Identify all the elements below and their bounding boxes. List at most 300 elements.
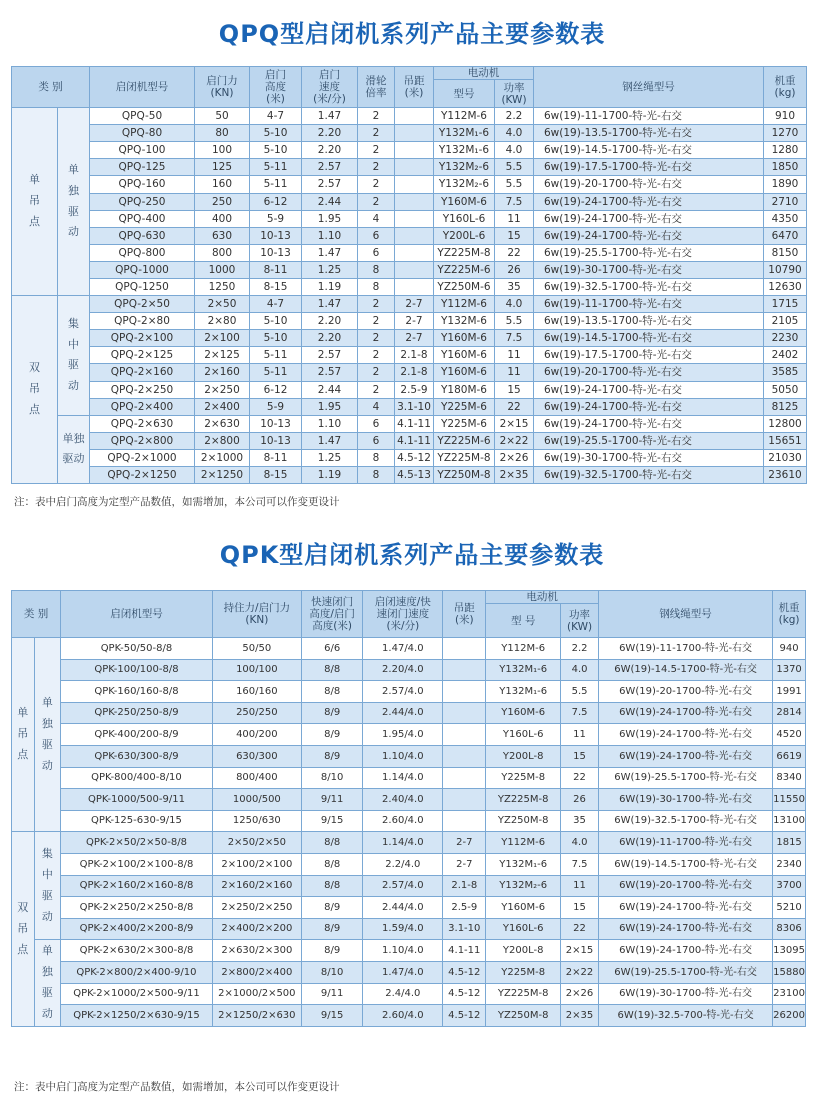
cell-motor-power: 2×15 <box>561 940 599 962</box>
cell-motor-power: 35 <box>561 810 599 832</box>
cell-weight: 1890 <box>764 176 807 193</box>
cell-speed: 2.20/4.0 <box>363 659 443 681</box>
category-single-point: 单 吊 点 <box>12 638 35 832</box>
cell-span: 2.1-8 <box>443 875 486 897</box>
table-row <box>12 244 807 261</box>
cell-weight: 8125 <box>764 398 807 415</box>
cell-ratio: 2 <box>358 108 395 125</box>
cell-motor-power: 5.5 <box>495 176 534 193</box>
cell-motor-power: 15 <box>561 897 599 919</box>
cell-height: 8/8 <box>301 854 362 876</box>
drive-single-drive: 单 独 驱 动 <box>34 638 61 832</box>
cell-weight: 2230 <box>764 330 807 347</box>
cell-span: 2.1-8 <box>395 347 434 364</box>
cell-speed: 1.47/4.0 <box>363 638 443 660</box>
cell-height: 5-9 <box>250 398 302 415</box>
cell-motor-model: Y225M-6 <box>434 398 495 415</box>
cell-weight: 10790 <box>764 261 807 278</box>
cell-weight: 2402 <box>764 347 807 364</box>
cell-model: QPQ-100 <box>90 142 195 159</box>
cell-height: 5-10 <box>250 330 302 347</box>
cell-rope: 6W(19)-30-1700-特-光-右交 <box>598 983 772 1005</box>
cell-span <box>395 176 434 193</box>
cell-model: QPQ-2×1000 <box>90 449 195 466</box>
table-row <box>12 702 806 724</box>
cell-rope: 6w(19)-13.5-1700-特-光-右交 <box>534 125 764 142</box>
cell-model: QPK-2×160/2×160-8/8 <box>61 875 213 897</box>
cell-model: QPQ-800 <box>90 244 195 261</box>
cell-force: 400 <box>195 210 250 227</box>
cell-motor-power: 11 <box>561 724 599 746</box>
cell-model: QPQ-160 <box>90 176 195 193</box>
header-motor-power: 功率 (KW) <box>561 604 599 638</box>
header-rope: 钢线绳型号 <box>598 591 772 638</box>
cell-motor-model: YZ250M-8 <box>434 467 495 484</box>
cell-force: 2×160 <box>195 364 250 381</box>
cell-motor-model: Y112M-6 <box>434 296 495 313</box>
category-double-point: 双 吊 点 <box>12 296 58 484</box>
cell-height: 6/6 <box>301 638 362 660</box>
table-row <box>12 940 806 962</box>
cell-speed: 1.95 <box>302 210 358 227</box>
cell-weight: 23610 <box>764 467 807 484</box>
cell-force: 1250/630 <box>212 810 301 832</box>
cell-motor-power: 35 <box>495 279 534 296</box>
cell-height: 8/9 <box>301 702 362 724</box>
cell-motor-power: 2×35 <box>561 1005 599 1027</box>
qpk-parameter-table <box>11 590 806 1027</box>
table-row <box>12 227 807 244</box>
cell-motor-model: Y180M-6 <box>434 381 495 398</box>
cell-model: QPQ-630 <box>90 227 195 244</box>
cell-motor-power: 11 <box>495 347 534 364</box>
cell-motor-power: 7.5 <box>495 330 534 347</box>
table-row <box>12 159 807 176</box>
cell-force: 800 <box>195 244 250 261</box>
table-row <box>12 638 806 660</box>
cell-force: 1000 <box>195 261 250 278</box>
cell-weight: 23100 <box>773 983 806 1005</box>
cell-speed: 2.57 <box>302 347 358 364</box>
cell-force: 100/100 <box>212 659 301 681</box>
cell-weight: 1815 <box>773 832 806 854</box>
cell-weight: 1270 <box>764 125 807 142</box>
cell-weight: 1850 <box>764 159 807 176</box>
cell-span: 2-7 <box>443 832 486 854</box>
cell-span <box>395 261 434 278</box>
cell-span: 4.5-12 <box>443 1005 486 1027</box>
table-row <box>12 1005 806 1027</box>
cell-height: 4-7 <box>250 296 302 313</box>
category-single-point: 单 吊 点 <box>12 108 58 296</box>
drive-independent-drive: 单 独 驱 动 <box>34 940 61 1026</box>
cell-model: QPQ-2×50 <box>90 296 195 313</box>
cell-rope: 6w(19)-17.5-1700-特-光-右交 <box>534 347 764 364</box>
cell-rope: 6w(19)-11-1700-特-光-右交 <box>534 296 764 313</box>
header-motor-power: 功率 (KW) <box>495 80 534 108</box>
cell-rope: 6W(19)-24-1700-特-光-右交 <box>598 702 772 724</box>
cell-rope: 6W(19)-11-1700-特-光-右交 <box>598 832 772 854</box>
cell-span <box>395 125 434 142</box>
cell-height: 8/9 <box>301 940 362 962</box>
table-row <box>12 897 806 919</box>
cell-motor-model: Y225M-8 <box>486 767 561 789</box>
cell-rope: 6w(19)-25.5-1700-特-光-右交 <box>534 432 764 449</box>
cell-speed: 2.4/4.0 <box>363 983 443 1005</box>
cell-rope: 6w(19)-13.5-1700-特-光-右交 <box>534 313 764 330</box>
cell-motor-model: Y160L-6 <box>486 918 561 940</box>
cell-weight: 12800 <box>764 415 807 432</box>
cell-motor-power: 2×15 <box>495 415 534 432</box>
cell-speed: 1.47/4.0 <box>363 961 443 983</box>
cell-motor-power: 15 <box>495 227 534 244</box>
cell-motor-model: Y160M-6 <box>486 897 561 919</box>
cell-ratio: 8 <box>358 449 395 466</box>
header-category: 类 别 <box>12 67 90 108</box>
cell-force: 2×160/2×160 <box>212 875 301 897</box>
cell-model: QPQ-1000 <box>90 261 195 278</box>
header-motor: 电动机 <box>486 591 599 604</box>
cell-height: 5-10 <box>250 125 302 142</box>
cell-rope: 6W(19)-24-1700-特-光-右交 <box>598 724 772 746</box>
cell-motor-power: 4.0 <box>495 296 534 313</box>
cell-force: 160 <box>195 176 250 193</box>
cell-motor-power: 4.0 <box>495 142 534 159</box>
cell-force: 250/250 <box>212 702 301 724</box>
cell-weight: 3585 <box>764 364 807 381</box>
cell-motor-power: 15 <box>495 381 534 398</box>
table-row <box>12 125 807 142</box>
cell-rope: 6W(19)-20-1700-特-光-右交 <box>598 681 772 703</box>
cell-motor-power: 2.2 <box>495 108 534 125</box>
cell-height: 8/10 <box>301 767 362 789</box>
cell-span <box>443 681 486 703</box>
cell-span: 4.1-11 <box>443 940 486 962</box>
cell-model: QPK-2×1000/2×500-9/11 <box>61 983 213 1005</box>
cell-motor-model: YZ225M-8 <box>486 789 561 811</box>
cell-motor-power: 15 <box>561 746 599 768</box>
cell-speed: 1.25 <box>302 261 358 278</box>
cell-motor-power: 4.0 <box>495 125 534 142</box>
cell-motor-power: 5.5 <box>495 313 534 330</box>
cell-motor-model: YZ225M-8 <box>486 983 561 1005</box>
header-span: 吊距 (米) <box>395 67 434 108</box>
cell-speed: 1.59/4.0 <box>363 918 443 940</box>
cell-speed: 2.40/4.0 <box>363 789 443 811</box>
cell-model: QPQ-50 <box>90 108 195 125</box>
cell-motor-model: Y132M₂-6 <box>434 159 495 176</box>
cell-motor-power: 2×22 <box>495 432 534 449</box>
cell-speed: 2.2/4.0 <box>363 854 443 876</box>
cell-motor-model: Y132M-6 <box>434 313 495 330</box>
cell-motor-power: 22 <box>495 398 534 415</box>
cell-force: 2×630/2×300 <box>212 940 301 962</box>
cell-weight: 910 <box>764 108 807 125</box>
cell-weight: 5210 <box>773 897 806 919</box>
cell-rope: 6W(19)-25.5-1700-特-光-右交 <box>598 961 772 983</box>
qpq-table-title: QPQ型启闭机系列产品主要参数表 <box>218 20 606 48</box>
cell-motor-model: Y132M₁-6 <box>486 854 561 876</box>
cell-motor-power: 4.0 <box>561 659 599 681</box>
cell-weight: 940 <box>773 638 806 660</box>
cell-speed: 1.10 <box>302 415 358 432</box>
header-motor-model: 型 号 <box>486 604 561 638</box>
cell-motor-power: 26 <box>561 789 599 811</box>
cell-model: QPK-800/400-8/10 <box>61 767 213 789</box>
cell-weight: 13095 <box>773 940 806 962</box>
cell-span: 2-7 <box>395 330 434 347</box>
cell-speed: 2.44/4.0 <box>363 702 443 724</box>
cell-speed: 2.60/4.0 <box>363 1005 443 1027</box>
cell-weight: 1370 <box>773 659 806 681</box>
cell-weight: 2340 <box>773 854 806 876</box>
cell-speed: 2.20 <box>302 125 358 142</box>
cell-speed: 1.25 <box>302 449 358 466</box>
cell-force: 2×1250 <box>195 467 250 484</box>
cell-weight: 6470 <box>764 227 807 244</box>
cell-motor-power: 5.5 <box>495 159 534 176</box>
table-row <box>12 983 806 1005</box>
cell-speed: 1.10 <box>302 227 358 244</box>
cell-speed: 2.44 <box>302 381 358 398</box>
cell-force: 50 <box>195 108 250 125</box>
cell-weight: 5050 <box>764 381 807 398</box>
cell-motor-power: 2×35 <box>495 467 534 484</box>
cell-ratio: 6 <box>358 227 395 244</box>
cell-span: 2-7 <box>395 296 434 313</box>
cell-ratio: 2 <box>358 125 395 142</box>
cell-motor-power: 5.5 <box>561 681 599 703</box>
cell-weight: 4350 <box>764 210 807 227</box>
cell-model: QPK-2×800/2×400-9/10 <box>61 961 213 983</box>
cell-span <box>395 193 434 210</box>
qpk-table-title: QPK型启闭机系列产品主要参数表 <box>219 541 605 569</box>
table-row <box>12 279 807 296</box>
cell-span: 4.1-11 <box>395 415 434 432</box>
cell-span <box>443 702 486 724</box>
cell-force: 2×800/2×400 <box>212 961 301 983</box>
cell-weight: 3700 <box>773 875 806 897</box>
cell-model: QPK-630/300-8/9 <box>61 746 213 768</box>
cell-motor-model: Y112M-6 <box>486 638 561 660</box>
cell-speed: 1.10/4.0 <box>363 940 443 962</box>
cell-height: 8/8 <box>301 832 362 854</box>
cell-height: 5-9 <box>250 210 302 227</box>
cell-span: 3.1-10 <box>395 398 434 415</box>
cell-motor-model: YZ250M-6 <box>434 279 495 296</box>
cell-model: QPK-160/160-8/8 <box>61 681 213 703</box>
cell-speed: 2.60/4.0 <box>363 810 443 832</box>
cell-span <box>395 108 434 125</box>
cell-span <box>443 659 486 681</box>
cell-ratio: 6 <box>358 244 395 261</box>
cell-height: 6-12 <box>250 381 302 398</box>
cell-force: 1000/500 <box>212 789 301 811</box>
table-row <box>12 746 806 768</box>
cell-model: QPQ-2×1250 <box>90 467 195 484</box>
cell-ratio: 6 <box>358 415 395 432</box>
cell-motor-model: Y160L-6 <box>486 724 561 746</box>
cell-rope: 6w(19)-25.5-1700-特-光-右交 <box>534 244 764 261</box>
table-row <box>12 449 807 466</box>
cell-span <box>443 638 486 660</box>
cell-weight: 21030 <box>764 449 807 466</box>
cell-rope: 6W(19)-14.5-1700-特-光-右交 <box>598 854 772 876</box>
header-speed: 启门 速度 (米/分) <box>302 67 358 108</box>
table-row <box>12 381 807 398</box>
cell-model: QPK-125-630-9/15 <box>61 810 213 832</box>
cell-span <box>395 159 434 176</box>
cell-model: QPK-2×630/2×300-8/8 <box>61 940 213 962</box>
cell-rope: 6W(19)-14.5-1700-特-光-右交 <box>598 659 772 681</box>
header-force: 持住力/启门力 (KN) <box>212 591 301 638</box>
table-row <box>12 681 806 703</box>
cell-height: 5-10 <box>250 313 302 330</box>
cell-rope: 6w(19)-30-1700-特-光-右交 <box>534 449 764 466</box>
cell-motor-model: Y132M₁-6 <box>486 659 561 681</box>
cell-model: QPK-2×1250/2×630-9/15 <box>61 1005 213 1027</box>
table-row <box>12 875 806 897</box>
cell-height: 8/8 <box>301 681 362 703</box>
cell-motor-model: Y160M-6 <box>434 347 495 364</box>
table-row <box>12 724 806 746</box>
cell-weight: 11550 <box>773 789 806 811</box>
table-row <box>12 398 807 415</box>
cell-model: QPQ-1250 <box>90 279 195 296</box>
cell-model: QPK-100/100-8/8 <box>61 659 213 681</box>
cell-weight: 2710 <box>764 193 807 210</box>
cell-height: 5-11 <box>250 176 302 193</box>
cell-motor-power: 26 <box>495 261 534 278</box>
cell-ratio: 8 <box>358 261 395 278</box>
cell-weight: 26200 <box>773 1005 806 1027</box>
header-model: 启闭机型号 <box>90 67 195 108</box>
cell-force: 2×50 <box>195 296 250 313</box>
cell-height: 8-15 <box>250 467 302 484</box>
cell-rope: 6w(19)-24-1700-特-光-右交 <box>534 381 764 398</box>
cell-speed: 2.57/4.0 <box>363 875 443 897</box>
table-row <box>12 810 806 832</box>
cell-force: 2×100 <box>195 330 250 347</box>
cell-force: 2×1000 <box>195 449 250 466</box>
cell-rope: 6W(19)-32.5-700-特-光-右交 <box>598 1005 772 1027</box>
cell-weight: 8306 <box>773 918 806 940</box>
drive-independent-drive: 单独 驱动 <box>58 415 90 483</box>
cell-motor-power: 22 <box>495 244 534 261</box>
cell-motor-power: 11 <box>561 875 599 897</box>
header-span: 吊距 (米) <box>443 591 486 638</box>
header-weight: 机重 (kg) <box>773 591 806 638</box>
cell-rope: 6w(19)-24-1700-特-光-右交 <box>534 415 764 432</box>
cell-span: 4.5-12 <box>443 983 486 1005</box>
cell-ratio: 2 <box>358 176 395 193</box>
cell-height: 9/15 <box>301 1005 362 1027</box>
cell-motor-model: YZ225M-6 <box>434 261 495 278</box>
cell-speed: 1.95 <box>302 398 358 415</box>
cell-rope: 6w(19)-11-1700-特-光-右交 <box>534 108 764 125</box>
cell-motor-model: Y112M-6 <box>486 832 561 854</box>
cell-motor-power: 11 <box>495 210 534 227</box>
cell-weight: 12630 <box>764 279 807 296</box>
cell-ratio: 4 <box>358 398 395 415</box>
cell-speed: 1.14/4.0 <box>363 767 443 789</box>
cell-motor-power: 11 <box>495 364 534 381</box>
cell-height: 8/8 <box>301 659 362 681</box>
table-row <box>12 467 807 484</box>
cell-ratio: 2 <box>358 381 395 398</box>
table-row <box>12 330 807 347</box>
cell-rope: 6w(19)-20-1700-特-光-右交 <box>534 176 764 193</box>
cell-height: 9/15 <box>301 810 362 832</box>
cell-span <box>443 767 486 789</box>
cell-span <box>443 789 486 811</box>
header-ratio: 滑轮 倍率 <box>358 67 395 108</box>
cell-force: 2×400 <box>195 398 250 415</box>
cell-force: 160/160 <box>212 681 301 703</box>
cell-ratio: 2 <box>358 159 395 176</box>
cell-force: 2×100/2×100 <box>212 854 301 876</box>
cell-span: 2-7 <box>395 313 434 330</box>
table-row <box>12 364 807 381</box>
cell-motor-model: Y200L-6 <box>434 227 495 244</box>
cell-span <box>395 210 434 227</box>
cell-height: 10-13 <box>250 415 302 432</box>
header-rope: 钢丝绳型号 <box>534 67 764 108</box>
cell-height: 10-13 <box>250 227 302 244</box>
qpk-footnote: 注：表中启门高度为定型产品数值，如需增加，本公司可以作变更设计 <box>14 1081 340 1093</box>
cell-model: QPQ-250 <box>90 193 195 210</box>
cell-weight: 2105 <box>764 313 807 330</box>
table-row <box>12 659 806 681</box>
cell-rope: 6W(19)-24-1700-特-光-右交 <box>598 746 772 768</box>
cell-speed: 1.19 <box>302 279 358 296</box>
cell-speed: 1.47 <box>302 432 358 449</box>
table-row <box>12 210 807 227</box>
cell-motor-model: Y160M-6 <box>434 364 495 381</box>
cell-speed: 2.57 <box>302 176 358 193</box>
cell-span <box>395 142 434 159</box>
qpq-parameter-table <box>11 66 807 484</box>
cell-span <box>395 227 434 244</box>
cell-motor-model: Y160M-6 <box>434 193 495 210</box>
cell-speed: 1.47 <box>302 108 358 125</box>
cell-height: 8/9 <box>301 724 362 746</box>
cell-ratio: 2 <box>358 313 395 330</box>
cell-model: QPQ-2×400 <box>90 398 195 415</box>
category-double-point: 双 吊 点 <box>12 832 35 1026</box>
table-row <box>12 432 807 449</box>
cell-motor-power: 22 <box>561 918 599 940</box>
cell-motor-model: Y200L-8 <box>486 940 561 962</box>
cell-ratio: 2 <box>358 193 395 210</box>
cell-model: QPQ-2×630 <box>90 415 195 432</box>
cell-model: QPK-2×100/2×100-8/8 <box>61 854 213 876</box>
cell-model: QPK-2×400/2×200-8/9 <box>61 918 213 940</box>
cell-force: 50/50 <box>212 638 301 660</box>
cell-model: QPQ-125 <box>90 159 195 176</box>
cell-force: 2×800 <box>195 432 250 449</box>
cell-motor-model: Y160M-6 <box>486 702 561 724</box>
cell-ratio: 2 <box>358 296 395 313</box>
cell-weight: 1991 <box>773 681 806 703</box>
cell-height: 5-11 <box>250 159 302 176</box>
cell-height: 10-13 <box>250 244 302 261</box>
cell-speed: 2.20 <box>302 142 358 159</box>
cell-rope: 6w(19)-32.5-1700-特-光-右交 <box>534 467 764 484</box>
cell-motor-model: Y225M-6 <box>434 415 495 432</box>
cell-motor-model: Y132M₂-6 <box>486 875 561 897</box>
cell-height: 10-13 <box>250 432 302 449</box>
